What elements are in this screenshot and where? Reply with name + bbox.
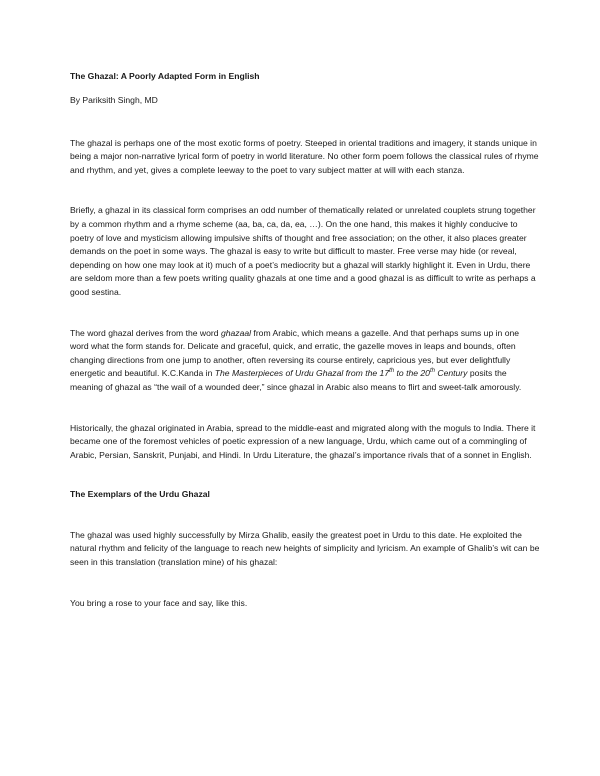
paragraph-poem-line: You bring a rose to your face and say, like this. bbox=[70, 597, 248, 608]
paragraph-etymology-text-1: The word ghazal derives from the word bbox=[70, 327, 221, 338]
paragraph-etymology bbox=[70, 327, 540, 395]
paragraph-form: Briefly, a ghazal in its classical form comprises an odd number of thematically related or unrelated couplets strung together by a common rhythm and a rhyme scheme (aa, ba, ca, da, ea, …). On the one hand, this makes it highly conducive to poetry of love and mysticism allowing impulsive shifts of thought and free association; on the other, it also places greater demands on the poet in some ways. The ghazal is easy to write but difficult to master. Free verse may hide (or reveal, depending on how one may look at it) much of a poet’s mediocrity but a ghazal will starkly highlight it. Even in Urdu, there are seldom more than a few poets writing quality ghazals at one time and a good ghazal is as difficult to write as perhaps a good sestina. bbox=[70, 205, 536, 297]
paragraph-intro: The ghazal is perhaps one of the most exotic forms of poetry. Steeped in oriental traditions and imagery, it stands unique in being a major non-narrative lyrical form of poetry in world literature. No other form poem follows the classical rules of rhyme and rhythm, and yet, gives a complete leeway to the poet to vary subject matter at will with each stanza. bbox=[70, 137, 539, 175]
author-byline: By Pariksith Singh, MD bbox=[70, 95, 158, 105]
book-title-part-1: The Masterpieces of Urdu Ghazal from the 17 bbox=[214, 368, 390, 379]
paragraph-etymology-italic-ghazaal: ghazaal bbox=[220, 327, 252, 338]
book-title-sup-1: th bbox=[389, 368, 395, 375]
book-title-part-3: Century bbox=[434, 368, 468, 379]
document-title: The Ghazal: A Poorly Adapted Form in English bbox=[70, 71, 260, 81]
paragraph-etymology-text-3: posits the meaning of ghazal as “the wail of a wounded deer,” since ghazal in Arabic also means to flirt and sweet-talk amorously. bbox=[70, 368, 522, 392]
paragraph-history: Historically, the ghazal originated in Arabia, spread to the middle-east and migrated along with the moguls to India. There it became one of the foremost vehicles of poetic expression of a new language, Urdu, which came out of a commingling of Arabic, Persian, Sanskrit, Punjabi, and Hindi. In Urdu Literature, the ghazal’s importance rivals that of a sonnet in English. bbox=[70, 422, 536, 460]
book-title-part-2: to the 20 bbox=[394, 368, 430, 379]
section-heading-exemplars: The Exemplars of the Urdu Ghazal bbox=[70, 489, 210, 500]
book-title bbox=[215, 368, 468, 378]
book-title-sup-2: th bbox=[429, 368, 435, 375]
paragraph-etymology-text-2: from Arabic, which means a gazelle. And that perhaps sums up in one word what the form stands for. Delicate and graceful, quick, and erratic, the gazelle moves in leaps and bounds, often changing directions from one jump to another, often reversing its course entirely, capricious yes, but ever delightfully energetic and beautiful. K.C.Kanda in bbox=[70, 327, 520, 379]
paragraph-ghalib: The ghazal was used highly successfully by Mirza Ghalib, easily the greatest poet in Urdu to this date. He exploited the natural rhythm and felicity of the language to reach new heights of simplicity and lyricism. An example of Ghalib’s wit can be seen in this translation (translation mine) of his ghazal: bbox=[70, 529, 540, 568]
document-body bbox=[70, 69, 540, 610]
